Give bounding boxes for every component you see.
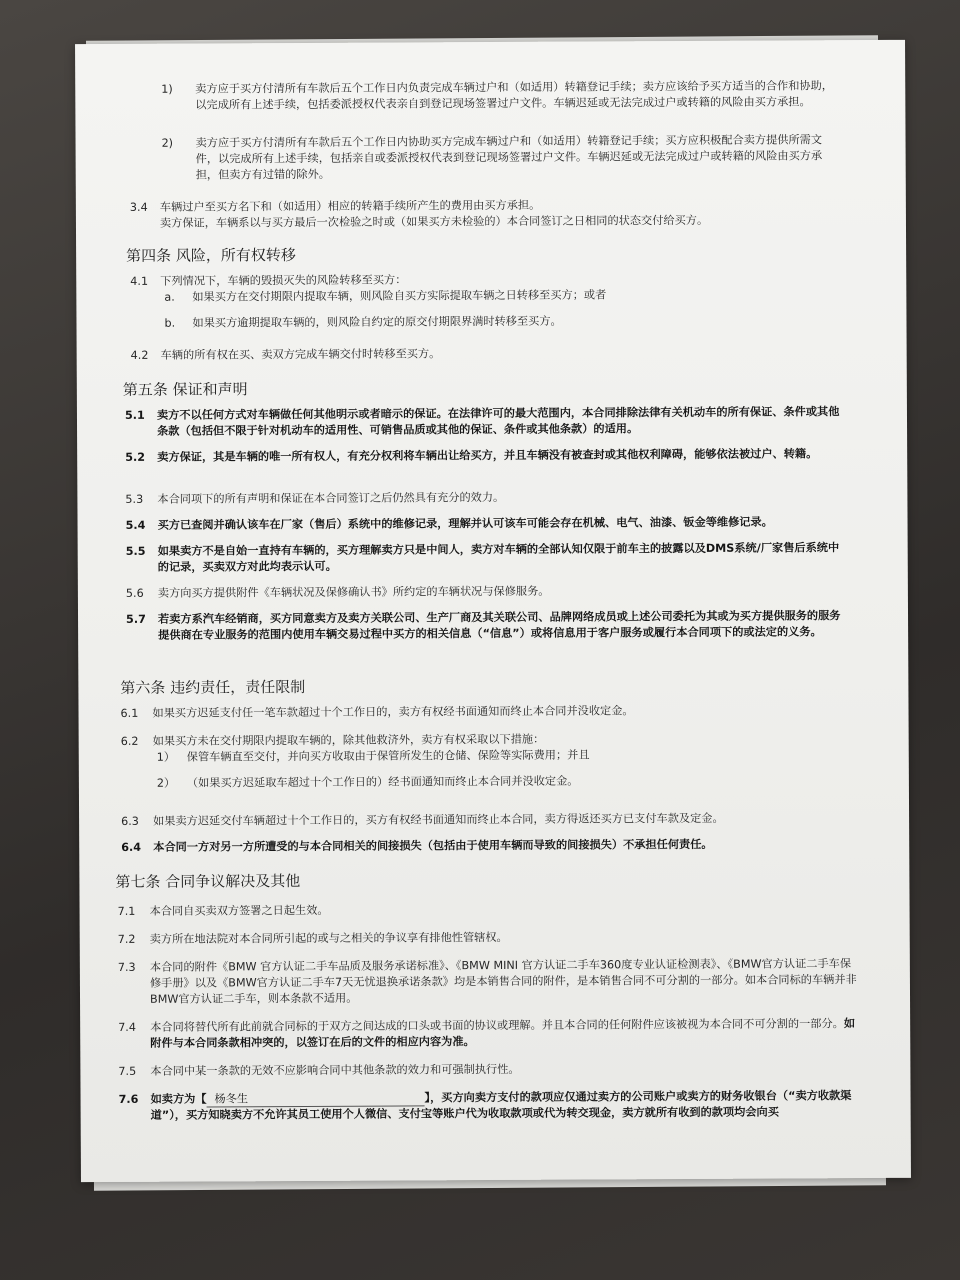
- clause-5-6: 5.6 卖方向买方提供附件《车辆状况及保修确认书》所约定的车辆状况与保修服务。: [125, 584, 550, 600]
- clause-3-3-item-2: 2) 卖方应于买方付清所有车款后五个工作日内协助买方完成车辆过户和（如适用）转籍登记手续；买方应积极配合卖方提供所需文件，以完成所有上述手续，包括亲自或委派授权代表到登记现场签署过户文件。车辆迟延或无法完成过户或转籍的风险由买方承担，但卖方有过错的除外。: [161, 133, 823, 182]
- seller-name-field: 杨冬生: [206, 1090, 424, 1107]
- clause-3-3-item-1: 1) 卖方应于买方付清所有车款后五个工作日内负责完成车辆过户和（如适用）转籍登记手续；卖方应该给予买方适当的合作和协助，以完成所有上述手续，包括委派授权代表亲自到登记现场签署过户文件。车辆迟延或无法完成过户或转籍的风险由买方承担。: [161, 79, 833, 112]
- clause-6-2: 6.2 如果买方未在交付期限内提取车辆的，除其他救济外，卖方有权采取以下措施：: [120, 732, 545, 748]
- clause-4-1-a: a. 如果买方在交付期限内提取车辆，则风险自买方实际提取车辆之日转移至买方；或者: [164, 288, 607, 304]
- clause-7-2: 7.2 卖方所在地法院对本合同所引起的或与之相关的争议享有排他性管辖权。: [117, 930, 508, 946]
- clause-6-4: 6.4 本合同一方对另一方所遭受的与本合同相关的间接损失（包括由于使用车辆而导致的间接损失）不承担任何责任。: [121, 837, 713, 854]
- article-4-title: 第四条 风险，所有权转移: [126, 246, 296, 265]
- clause-4-2: 4.2 车辆的所有权在买、卖双方完成车辆交付时转移至买方。: [130, 347, 441, 362]
- clause-7-1: 7.1 本合同自买卖双方签署之日起生效。: [117, 903, 329, 918]
- clause-6-2-item-2: 2） （如果买方迟延取车超过十个工作日的）经书面通知而终止本合同并没收定金。: [156, 774, 579, 790]
- clause-7-3: 7.3 本合同的附件《BMW 官方认证二手车品质及服务承诺标准》、《BMW MINI 官方认证二手车360度专业认证检测表》、《BMW官方认证二手车保修手册》以及《BMW官方认证二手车7天无忧退换承诺条款》均是本销售合同的附件，是本销售合同不可分割的一部分。如本合同标的车辆并非BMW官方认证二手车，则本条款不适用。: [117, 957, 857, 1006]
- clause-4-1: 4.1 下列情况下，车辆的毁损灭失的风险转移至买方：: [130, 273, 407, 288]
- article-5-title: 第五条 保证和声明: [122, 380, 248, 399]
- clause-7-5: 7.5 本合同中某一条款的无效不应影响合同中其他条款的效力和可强制执行性。: [118, 1062, 520, 1078]
- clause-6-1: 6.1 如果买方迟延支付任一笔车款超过十个工作日的，卖方有权经书面通知而终止本合同并没收定金。: [120, 704, 634, 720]
- clause-5-3: 5.3 本合同项下的所有声明和保证在本合同签订之后仍然具有充分的效力。: [125, 490, 505, 506]
- contract-page: [75, 40, 911, 1182]
- clause-7-6: 7.6 如卖方为【 杨冬生 】，买方向卖方支付的款项应仅通过卖方的公司账户或卖方的财务收银台（“卖方收款渠道”），买方知晓卖方不允许其员工使用个人微信、支付宝等账户代为收取款项或代为转交现金，卖方就所有收到的款项均会向买: [118, 1089, 852, 1122]
- clause-5-1: 5.1 卖方不以任何方式对车辆做任何其他明示或者暗示的保证。在法律许可的最大范围内，本合同排除法律有关机动车的所有保证、条件或其他条款（包括但不限于针对机动车的适用性、可销售品质或其他的保证、条件或其他条款）的适用。: [124, 405, 840, 438]
- article-7-title: 第七条 合同争议解决及其他: [115, 872, 301, 891]
- clause-4-1-b: b. 如果买方逾期提取车辆的，则风险自约定的原交付期限界满时转移至买方。: [164, 314, 562, 330]
- clause-5-2: 5.2 卖方保证，其是车辆的唯一所有权人，有充分权利将车辆出让给买方，并且车辆没有被查封或其他权利障碍，能够依法被过户、转籍。: [125, 447, 818, 464]
- clause-3-4: 3.4 车辆过户至买方名下和（如适用）相应的转籍手续所产生的费用由买方承担。 卖方保证，车辆系以与买方最后一次检验之时或（如果买方未检验的）本合同签订之日相同的状态交付给买方。: [129, 198, 709, 230]
- clause-5-7: 5.7 若卖方系汽车经销商，买方同意卖方及卖方关联公司、生产厂商及其关联公司、品牌网络成员或上述公司委托为其或为买方提供服务的服务提供商在专业服务的范围内使用车辆交易过程中买方的相关信息（“信息”）或将信息用于客户服务或履行本合同项下的或法定的义务。: [126, 609, 841, 642]
- clause-7-4: 7.4 本合同将替代所有此前就合同标的于双方之间达成的口头或书面的协议或理解。并且本合同的任何附件应该被视为本合同不可分割的一部分。如附件与本合同条款相冲突的，以签订在后的文件的相应内容为准。: [118, 1017, 856, 1050]
- clause-6-3: 6.3 如果卖方迟延交付车辆超过十个工作日的，买方有权经书面通知而终止本合同，卖方得返还买方已支付车款及定金。: [121, 811, 724, 828]
- article-6-title: 第六条 违约责任，责任限制: [120, 677, 306, 697]
- clause-5-4: 5.4 买方已查阅并确认该车在厂家（售后）系统中的维修记录，理解并认可该车可能会存在机械、电气、油漆、钣金等维修记录。: [125, 515, 773, 532]
- clause-5-5: 5.5 如果卖方不是自始一直持有车辆的，买方理解卖方只是中间人，卖方对车辆的全部认知仅限于前车主的披露以及DMS系统/厂家售后系统中的记录，买卖双方对此均表示认可。: [125, 541, 840, 574]
- clause-6-2-item-1: 1） 保管车辆直至交付，并向买方收取由于保管所发生的仓储、保险等实际费用；并且: [156, 748, 590, 764]
